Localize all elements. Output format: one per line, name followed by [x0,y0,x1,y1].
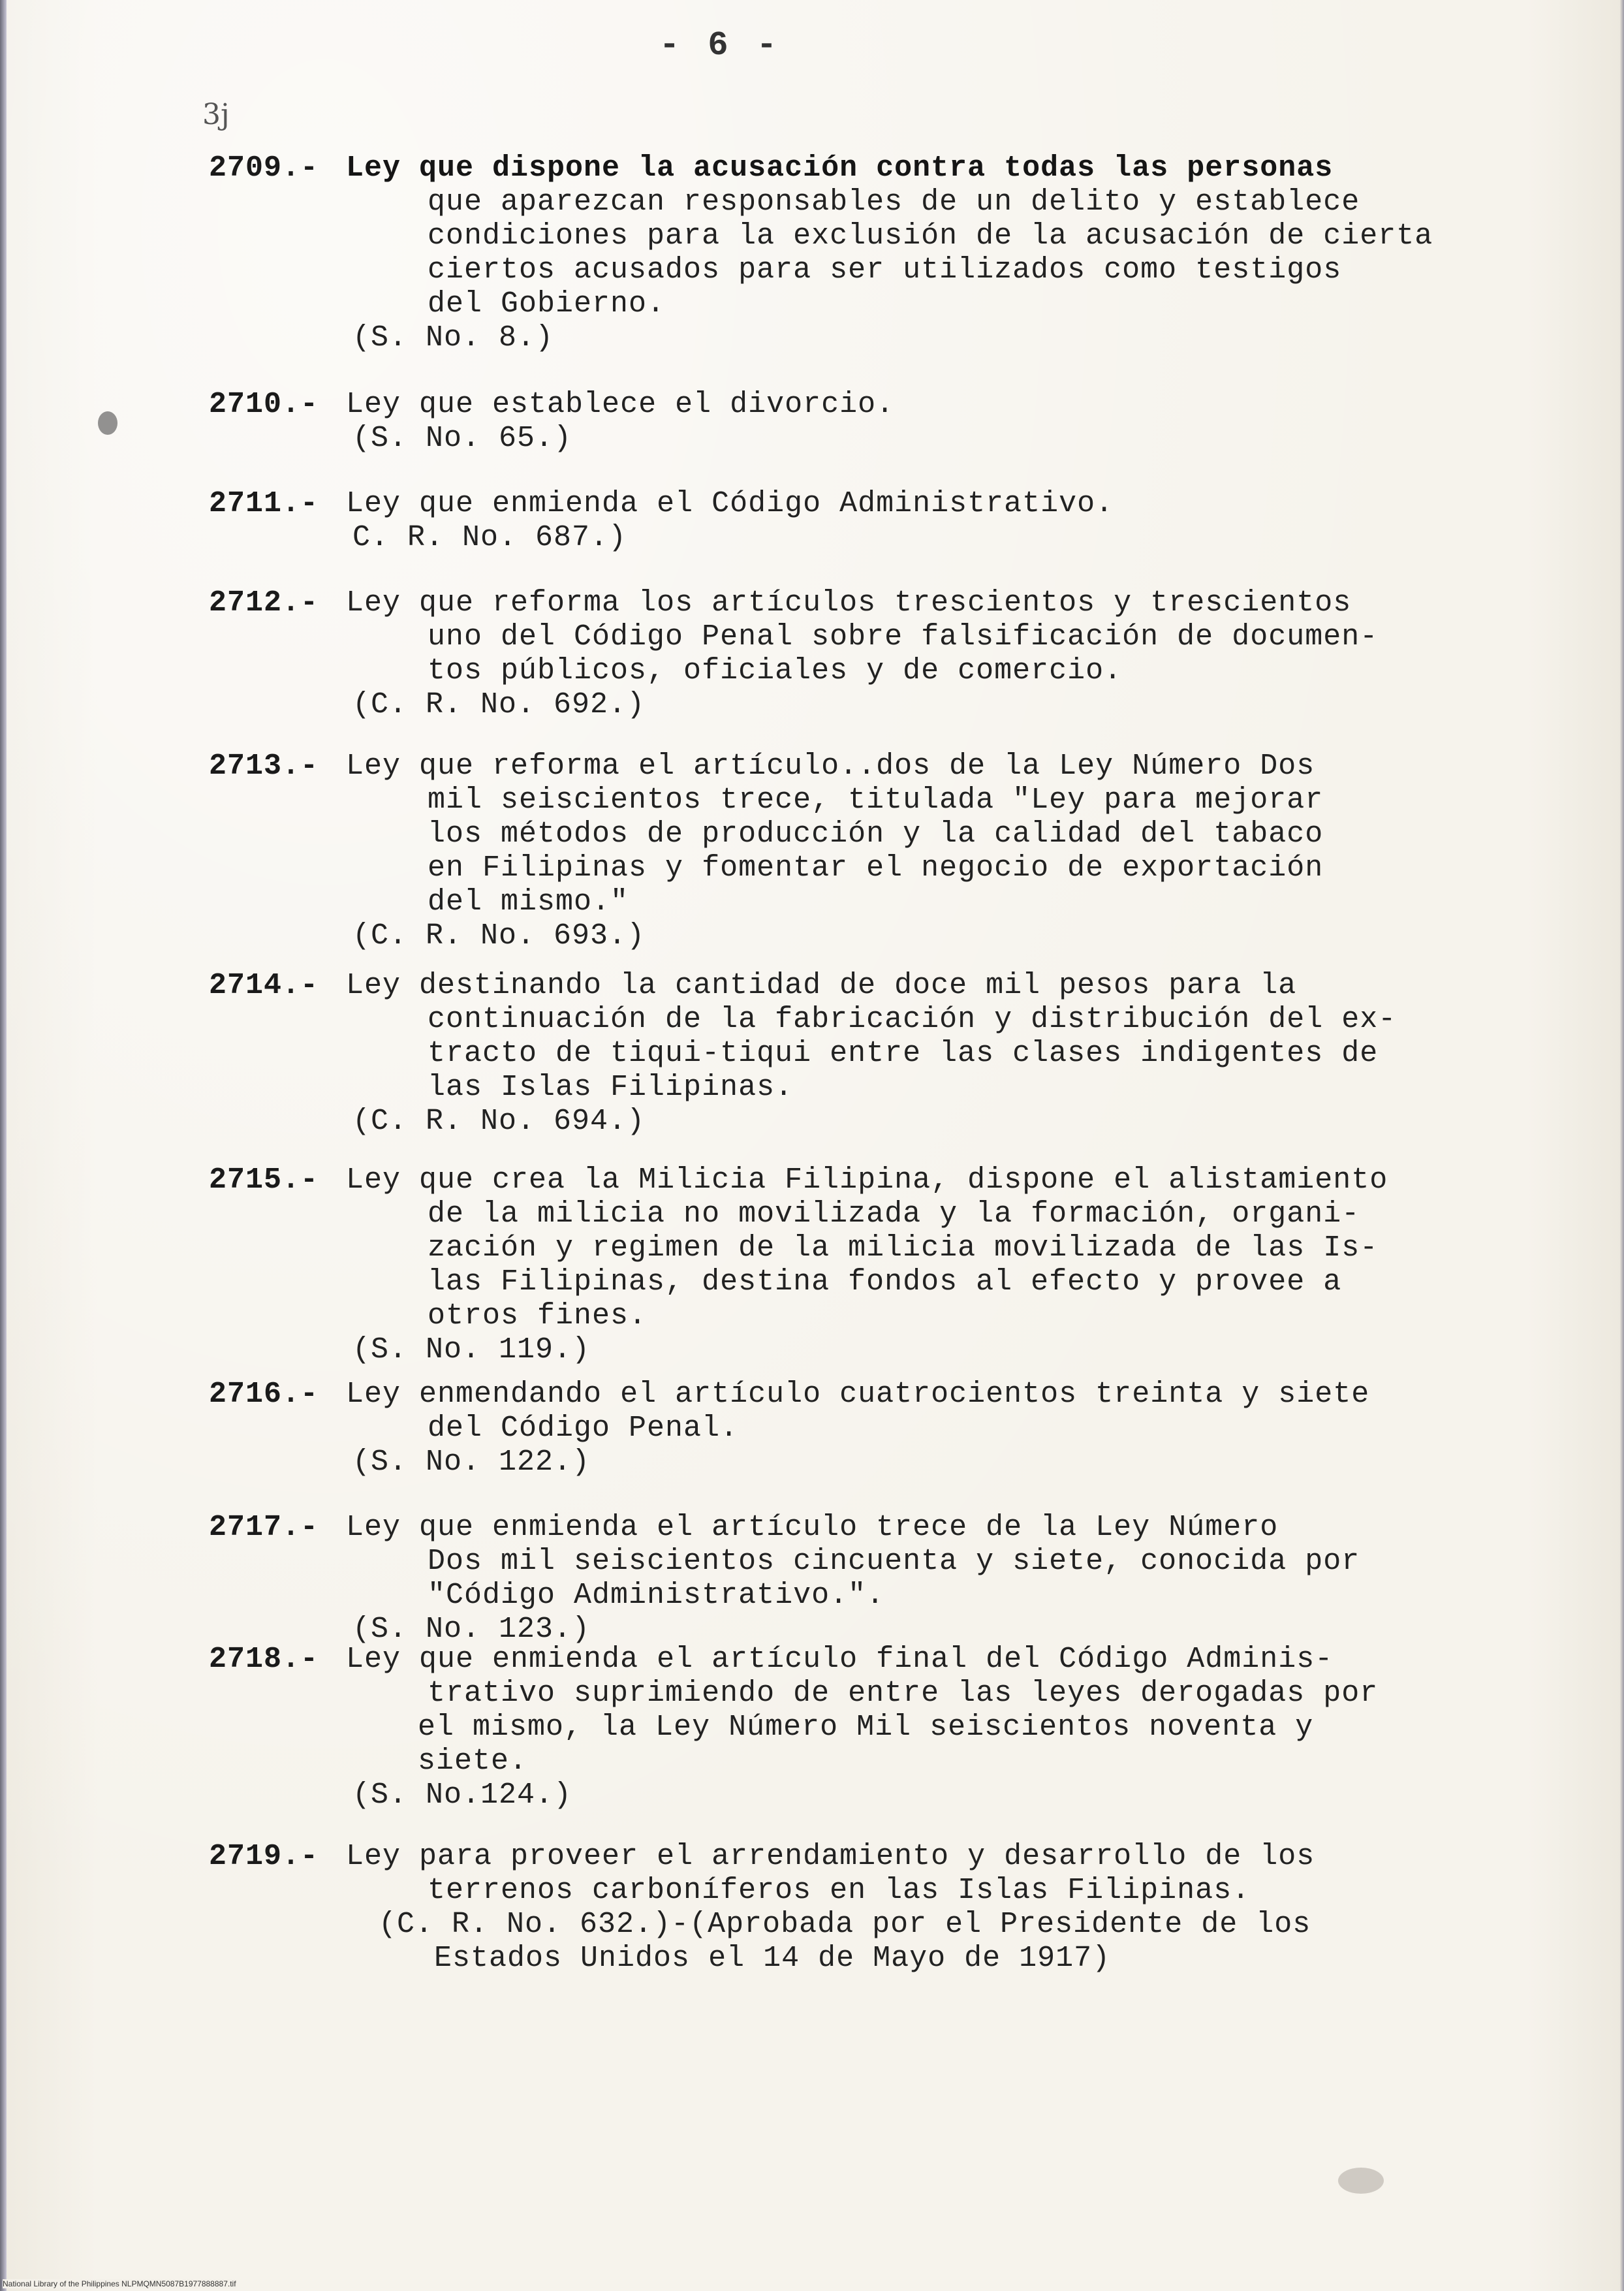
entry-text-line: las Islas Filipinas. [428,1071,794,1104]
entry-2709 [209,151,1514,355]
entry-text-line: de la milicia no movilizada y la formación, organi- [428,1197,1360,1231]
entry-number: 2719.- [209,1840,319,1873]
ink-blot [98,411,117,435]
entry-reference: (S. No. 65.) [352,422,572,455]
entry-text-line: Ley que reforma el artículo..dos de la Ley Número Dos [346,750,1315,783]
entry-reference: (C. R. No. 693.) [352,919,646,953]
entry-reference-continued: Estados Unidos el 14 de Mayo de 1917) [434,1942,1111,1975]
margin-note: 3j [202,98,230,131]
entry-text-line: ciertos acusados para ser utilizados como testigos [428,253,1342,287]
entry-reference: C. R. No. 687.) [352,521,627,554]
entry-text-line: zación y regimen de la milicia movilizada de las Is- [428,1231,1379,1265]
entry-text-line: condiciones para la exclusión de la acusación de cierta [428,219,1433,253]
entry-text-line: Ley para proveer el arrendamiento y desarrollo de los [346,1840,1315,1873]
entry-2715 [209,1163,1514,1367]
entry-2711 [209,487,1514,555]
entry-reference: (S. No. 119.) [352,1333,591,1367]
entry-text-line: Ley que enmienda el artículo final del Código Adminis- [346,1643,1334,1676]
entry-text-line: mil seiscientos trece, titulada "Ley para mejorar [428,783,1324,817]
scan-left-edge [0,0,7,2291]
entry-reference: (S. No. 122.) [352,1446,591,1479]
entry-number: 2709.- [209,151,319,185]
entry-reference: (S. No. 8.) [352,321,554,355]
entry-text-line: Ley que crea la Milicia Filipina, dispone el alistamiento [346,1163,1388,1197]
entry-text-line: Ley destinando la cantidad de doce mil pesos para la [346,969,1297,1002]
entry-number: 2718.- [209,1643,319,1676]
entry-text-line: que aparezcan responsables de un delito y establece [428,185,1360,219]
entry-text-line: en Filipinas y fomentar el negocio de exportación [428,851,1324,885]
entry-number: 2710.- [209,388,319,421]
entry-text-line: los métodos de producción y la calidad del tabaco [428,817,1324,851]
entry-text-line: tos públicos, oficiales y de comercio. [428,654,1123,687]
entry-text-line: Ley que reforma los artículos trescientos y trescientos [346,586,1352,620]
entry-number: 2713.- [209,750,319,783]
entry-text-line: continuación de la fabricación y distribución del ex- [428,1003,1397,1036]
entry-reference: (C. R. No. 632.)-(Aprobada por el Presidente de los [379,1908,1311,1941]
entry-text-line: Ley que dispone la acusación contra todas las personas [346,151,1334,185]
entry-text-line: del Gobierno. [428,287,666,321]
entry-text-line: Ley que establece el divorcio. [346,388,895,421]
entry-2712 [209,586,1514,722]
entry-text-line: trativo suprimiendo de entre las leyes derogadas por [428,1677,1379,1710]
entry-text-line: el mismo, la Ley Número Mil seiscientos noventa y [418,1711,1314,1744]
entry-reference: (S. No.124.) [352,1778,572,1812]
entry-2714 [209,969,1514,1139]
entry-text-line: terrenos carboníferos en las Islas Filipinas. [428,1874,1251,1907]
entry-reference: (C. R. No. 692.) [352,688,646,721]
entry-number: 2712.- [209,586,319,620]
entry-text-line: del mismo." [428,885,629,919]
entry-text-line: del Código Penal. [428,1412,739,1445]
entry-number: 2711.- [209,487,319,520]
entry-text-line: siete. [418,1745,528,1778]
entry-2719 [209,1840,1514,1976]
entry-number: 2716.- [209,1378,319,1411]
entry-text-line: Ley enmendando el artículo cuatrocientos treinta y siete [346,1378,1370,1411]
entry-text-line: tracto de tiqui-tiqui entre las clases indigentes de [428,1037,1379,1070]
entry-2716 [209,1378,1514,1479]
entry-text-line: Ley que enmienda el artículo trece de la Ley Número [346,1511,1279,1544]
entry-2713 [209,750,1514,953]
scan-footer: National Library of the Philippines NLPMQMN5087B1977888887.tif [3,2279,236,2288]
entry-text-line: Ley que enmienda el Código Administrativo. [346,487,1114,520]
entry-text-line: las Filipinas, destina fondos al efecto y provee a [428,1265,1342,1299]
entry-reference: (S. No. 123.) [352,1613,591,1646]
entry-2710 [209,388,1514,456]
entry-text-line: "Código Administrativo.". [428,1579,885,1612]
page-number: - 6 - [659,26,781,65]
entry-text-line: Dos mil seiscientos cincuenta y siete, conocida por [428,1545,1360,1578]
entry-number: 2714.- [209,969,319,1002]
entry-2718 [209,1643,1514,1812]
scan-right-edge [1620,0,1624,2291]
entry-reference: (C. R. No. 694.) [352,1105,646,1138]
entry-text-line: otros fines. [428,1299,648,1333]
entry-2717 [209,1511,1514,1647]
entry-number: 2715.- [209,1163,319,1197]
entry-text-line: uno del Código Penal sobre falsificación de documen- [428,620,1379,654]
ink-blot [1338,2168,1384,2194]
entry-number: 2717.- [209,1511,319,1544]
